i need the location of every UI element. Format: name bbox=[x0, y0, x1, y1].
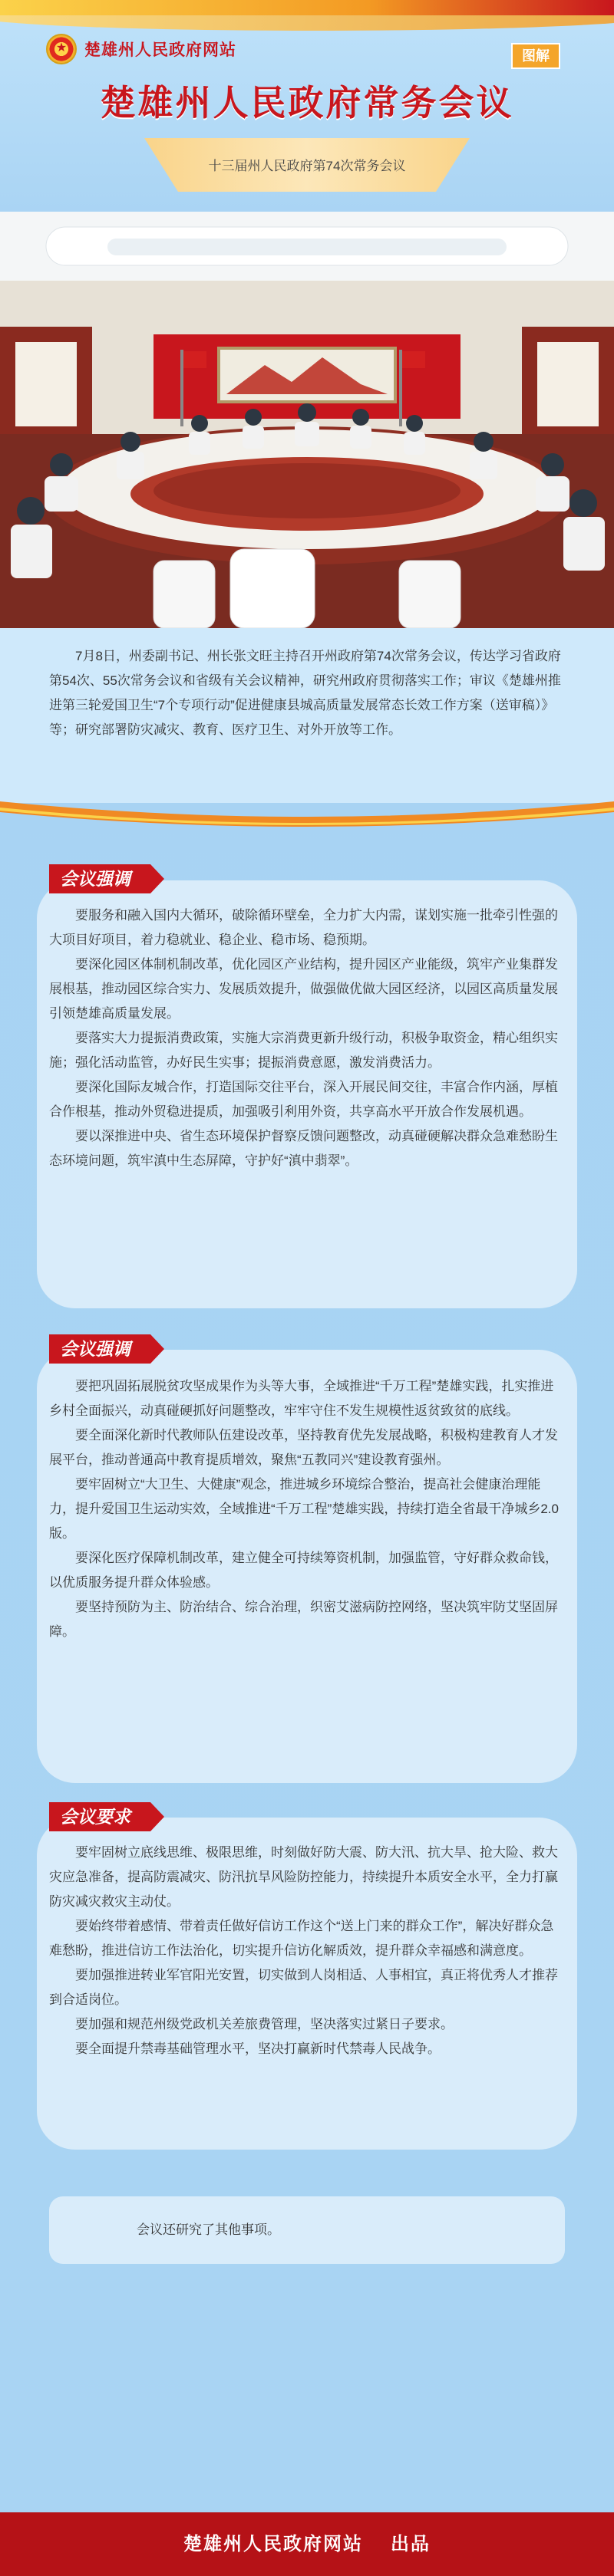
section-tag-1 bbox=[49, 864, 175, 893]
national-emblem-icon bbox=[46, 34, 77, 64]
section-tag-3 bbox=[49, 1802, 175, 1831]
orange-wave-divider bbox=[0, 794, 614, 832]
footer-suffix: 出品 bbox=[391, 2534, 431, 2555]
graphic-badge: 图解 bbox=[511, 43, 560, 69]
section-tag-2 bbox=[49, 1334, 175, 1364]
footer bbox=[0, 2512, 614, 2576]
paragraph: 要加强和规范州级党政机关差旅费管理，坚决落实过紧日子要求。 bbox=[75, 2017, 454, 2032]
footer-site-name[interactable]: 楚雄州人民政府网站 bbox=[183, 2534, 363, 2555]
paragraph: 要服务和融入国内大循环，破除循环壁垒，全力扩大内需，谋划实施一批牵引性强的大项目好项目，着力稳就业、稳企业、稳市场、稳预期。 bbox=[49, 908, 558, 947]
section-title-1: 会议强调 bbox=[60, 869, 130, 889]
paragraph: 要深化医疗保障机制改革，建立健全可持续筹资机制，加强监管，守好群众救命钱，以优质服务提升群众体验感。 bbox=[49, 1551, 558, 1590]
header-color-band bbox=[0, 0, 614, 15]
page-title: 楚雄州人民政府常务会议 bbox=[100, 83, 514, 123]
meeting-subtitle: 十三届州人民政府第74次常务会议 bbox=[208, 159, 406, 173]
note-text: 会议还研究了其他事项。 bbox=[137, 2222, 280, 2237]
meeting-photo bbox=[0, 212, 614, 628]
note-panel bbox=[49, 2196, 565, 2264]
paragraph: 要始终带着感情、带着责任做好信访工作这个“送上门来的群众工作”，解决好群众急难愁盼，推进信访工作法治化，切实提升信访化解质效，提升群众幸福感和满意度。 bbox=[49, 1919, 554, 1958]
section-title-3: 会议要求 bbox=[60, 1807, 130, 1827]
paragraph: 要深化国际友城合作，打造国际交往平台，深入开展民间交往，丰富合作内涵，厚植合作根基，推动外贸稳进提质，加强吸引利用外资，共享高水平开放合作发展机遇。 bbox=[49, 1080, 558, 1119]
intro-paragraph: 7月8日，州委副书记、州长张文旺主持召开州政府第74次常务会议，传达学习省政府第54次、55次常务会议和省级有关会议精神，研究州政府贯彻落实工作；审议《楚雄州推进第三轮爱国卫生“7个专项行动”促进健康县城高质量发展常态长效工作方案（送审稿）》等；研究部署防灾减灾、教育、医疗卫生、对外开放等工作。 bbox=[49, 649, 561, 737]
paragraph: 要以深推进中央、省生态环境保护督察反馈问题整改，动真碰硬解决群众急难愁盼生态环境问题，筑牢滇中生态屏障，守护好“滇中翡翠”。 bbox=[49, 1129, 558, 1168]
paragraph: 要加强推进转业军官阳光安置，切实做到人岗相适、人事相宜，真正将优秀人才推荐到合适岗位。 bbox=[49, 1968, 558, 2007]
paragraph: 要全面深化新时代教师队伍建设改革，坚持教育优先发展战略，积极构建教育人才发展平台，推动普通高中教育提质增效，聚焦“五教同兴”建设教育强州。 bbox=[49, 1428, 558, 1467]
paragraph: 要落实大力提振消费政策，实施大宗消费更新升级行动，积极争取资金，精心组织实施；强化活动监管，办好民生实事；提振消费意愿，激发消费活力。 bbox=[49, 1031, 558, 1070]
paragraph: 要牢固树立底线思维、极限思维，时刻做好防大震、防大汛、抗大旱、抢大险、救大灾应急准备，提高防震减灾、防汛抗旱风险防控能力，持续提升本质安全水平，全力打赢防灾减灾救灾主动仗。 bbox=[49, 1845, 558, 1909]
paragraph: 要全面提升禁毒基础管理水平，坚决打赢新时代禁毒人民战争。 bbox=[75, 2041, 441, 2056]
section-body-3 bbox=[49, 1841, 563, 2061]
paragraph: 要深化园区体制机制改革，优化园区产业结构，提升园区产业能级，筑牢产业集群发展根基，推动园区综合实力、发展质效提升，做强做优做大园区经济，以园区高质量发展引领楚雄高质量发展。 bbox=[49, 957, 558, 1021]
section-body-1 bbox=[49, 903, 563, 1173]
paragraph: 要把巩固拓展脱贫攻坚成果作为头等大事，全域推进“千万工程”楚雄实践，扎实推进乡村全面振兴，动真碰硬抓好问题整改，牢牢守住不发生规模性返贫致贫的底线。 bbox=[49, 1379, 554, 1418]
section-body-2 bbox=[49, 1374, 563, 1644]
footer-credit bbox=[0, 2512, 614, 2576]
paragraph: 要坚持预防为主、防治结合、综合治理，织密艾滋病防控网络，坚决筑牢防艾坚固屏障。 bbox=[49, 1600, 558, 1639]
site-name[interactable]: 楚雄州人民政府网站 bbox=[84, 41, 236, 59]
paragraph: 要牢固树立“大卫生、大健康”观念，推进城乡环境综合整治，提高社会健康治理能力，提升爱国卫生运动实效，全域推进“千万工程”楚雄实践，持续打造全省最干净城乡2.0版。 bbox=[49, 1477, 559, 1541]
section-title-2: 会议强调 bbox=[60, 1339, 130, 1359]
subtitle-ribbon bbox=[144, 138, 470, 192]
